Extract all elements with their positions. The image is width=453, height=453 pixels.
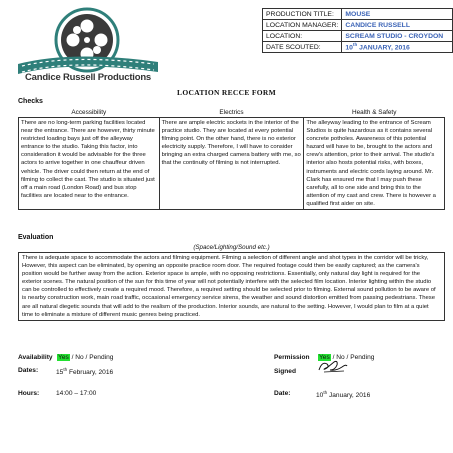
- info-row: [263, 42, 453, 53]
- column-electrics: Electrics: [219, 109, 244, 116]
- accessibility-notes: There are no long-term parking facilities located near the entrance. There are however, thirty minute restricted loading bays just off the alleyway entrance to the studio. Taking this factor, into consideration it would be advisable for the three actors to arrive together in one chauffeur driven vehicle. The driver could then return at the end of filming to collect the cast. The studio is situated just off a main road (London Road) and bus stop facilities are located near to the entrance.: [19, 118, 160, 210]
- info-value: CANDICE RUSSELL: [342, 20, 453, 31]
- logo-wordmark: Candice Russell Productions: [24, 72, 152, 83]
- info-value: SCREAM STUDIO - CROYDON: [342, 31, 453, 42]
- date-label: Date:: [274, 390, 291, 397]
- dates-label: Dates:: [18, 367, 39, 374]
- production-info-table: [262, 8, 453, 53]
- info-label: LOCATION MANAGER:: [263, 20, 342, 31]
- hours-value: 14:00 – 17:00: [56, 390, 97, 397]
- date-rest: January, 2016: [327, 392, 371, 400]
- form-title: LOCATION RECCE FORM: [177, 88, 276, 97]
- date-suffix: th: [352, 42, 358, 48]
- info-row: [263, 20, 453, 31]
- availability-field: [18, 346, 113, 364]
- info-label: PRODUCTION TITLE:: [263, 9, 342, 20]
- availability-label: Availability: [18, 354, 53, 361]
- evaluation-text: There is adequate space to accommodate the actors and filming equipment. Filming a selection of different angle and shot types in the corridor will be tricky, However, this aspect can be eliminated, by opening an opposite practice room door. The required footage could then be easily captured; as the camera's position would be further away from the action. Exterior space is ample, with no opposing restrictions. Essentially, only natural day light is required for the exterior scenes. The natural position of the sun for this time of year will not potentially interfere with the selected film location. Interior lighting within the studio can be controlled to effectively create a required mood. Therefore, a required setting should be selected prior to filming. External sound pollution to be aware of is nearby construction work, main road traffic, occasional emergency service sirens, the weather and sound distortion emitted from passing pedestrians. These are all natural diegetic sounds that will add to the realism of the production. Interior sounds, are natural to the setting. However, I would plan to film at a quiet time to eliminate a mixture of different music genres being practiced.: [18, 252, 445, 321]
- electrics-notes: There are ample electric sockets in the interior of the practice studio. They are located at every potential filming point. On the other hand, there is no exterior electricity supply. Therefore, I will have to consider bringing an extra charged camera battery with me, so that the continuity of filming is not interrupted.: [159, 118, 304, 210]
- signed-label: Signed: [274, 368, 296, 375]
- info-value: [342, 42, 453, 53]
- column-accessibility: Accessibility: [71, 109, 107, 116]
- permission-label: Permission: [274, 354, 310, 361]
- dates-value: [56, 367, 113, 376]
- dates-rest: February, 2016: [67, 369, 114, 377]
- info-value: MOUSE: [342, 9, 453, 20]
- checks-body-row: [19, 118, 445, 210]
- date-day: 10: [345, 44, 353, 52]
- date-rest: JANUARY, 2016: [357, 44, 410, 52]
- dates-day: 15: [56, 369, 64, 377]
- evaluation-heading: Evaluation: [18, 234, 54, 241]
- checks-heading: Checks: [18, 98, 43, 105]
- checks-table: [18, 108, 445, 210]
- permission-options: / No / Pending: [330, 354, 375, 361]
- hours-label: Hours:: [18, 390, 40, 397]
- info-label: DATE SCOUTED:: [263, 42, 342, 53]
- evaluation-subheading: (Space/Lighting/Sound etc.): [193, 244, 270, 251]
- availability-value: [57, 354, 113, 361]
- signature-image: [316, 358, 350, 374]
- info-row: [263, 9, 453, 20]
- date-day: 10: [316, 392, 324, 400]
- date-value: [316, 390, 370, 399]
- info-row: [263, 31, 453, 42]
- date-suffix: th: [323, 390, 328, 395]
- availability-options: / No / Pending: [69, 354, 114, 361]
- health-safety-notes: The alleyway leading to the entrance of Scream Studios is quite hazardous as it contains several concrete potholes. Awareness of this potential hazard will have to be, brought to the actors and crew's attention, prior to their arrival. The studio's interior also hosts potential risks, with boxes, instruments and electric cords laying around. Mr. Clark has ensured me that I may push these carefully, all to one side and bring this to the attention of my cast and crew. There is however a qualified first aider on site.: [304, 118, 445, 210]
- dates-suffix: th: [63, 367, 68, 372]
- permission-yes: Yes: [319, 354, 330, 361]
- info-label: LOCATION:: [263, 31, 342, 42]
- checks-header-row: [19, 108, 445, 118]
- availability-yes: Yes: [58, 354, 69, 361]
- column-health-safety: Health & Safety: [352, 109, 397, 116]
